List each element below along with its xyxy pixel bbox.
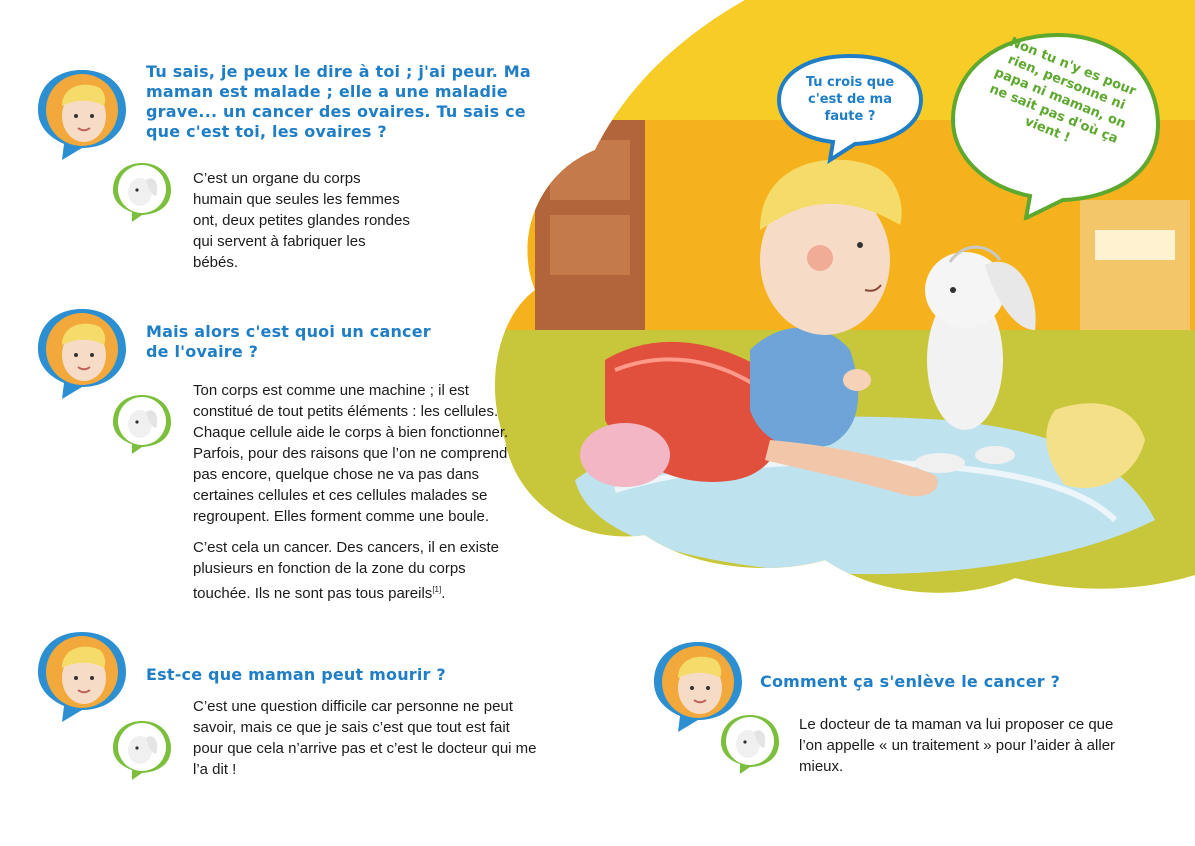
answer-paragraph: C’est cela un cancer. Des cancers, il en existe plusieurs en fonction de la zone du corps touchée. Ils ne sont pas tous pareils[1].	[193, 539, 499, 602]
answer-how-remove-cancer	[799, 714, 1129, 787]
rabbit-avatar-icon	[110, 392, 174, 456]
answer-ovaries	[193, 168, 413, 283]
question-ovarian-cancer: Mais alors c'est quoi un cancer de l'ovaire ?	[146, 322, 431, 361]
question-can-mom-die: Est-ce que maman peut mourir ?	[146, 665, 446, 684]
rabbit-avatar-icon	[718, 712, 782, 776]
answer-paragraph: Ton corps est comme une machine ; il est constitué de tout petits éléments : les cellules. Chaque cellule aide le corps à bien fonctionner. Parfois, pour des raisons que l’on ne comprend pas encore, quelque chose ne va pas dans certaines cellules et ces cellules malades se regroupent. Elles forment comme une boule.	[193, 382, 509, 525]
answer-ovarian-cancer	[193, 380, 513, 614]
boy-avatar-icon	[34, 66, 130, 162]
answer-paragraph: Le docteur de ta maman va lui proposer ce que l’on appelle « un traitement » pour l’aider à aller mieux.	[799, 716, 1116, 775]
question-how-remove-cancer: Comment ça s'enlève le cancer ?	[760, 672, 1061, 691]
boy-avatar-icon	[34, 305, 130, 401]
answer-paragraph: C’est une question difficile car personne ne peut savoir, mais ce que je sais c’est que tout est fait pour que cela n’arrive pas et c’est le docteur qui me l’a dit !	[193, 698, 537, 778]
footnote-ref: [1]	[432, 585, 442, 594]
rabbit-avatar-icon	[110, 718, 174, 782]
speech-text-green: Non tu n'y es pour rien, personne ni papa ni maman, on ne sait pas d'où ça vient !	[987, 34, 1139, 147]
speech-text-blue: Tu crois que c'est de ma faute ?	[805, 75, 895, 124]
answer-can-mom-die	[193, 696, 543, 790]
boy-avatar-icon	[34, 628, 130, 724]
answer-text: C’est cela un cancer. Des cancers, il en existe plusieurs en fonction de la zone du corps touchée. Ils ne sont pas tous pareils	[193, 539, 499, 602]
answer-paragraph: C’est un organe du corps humain que seules les femmes ont, deux petites glandes rondes qui servent à fabriquer les bébés.	[193, 170, 410, 271]
question-ovaries: Tu sais, je peux le dire à toi ; j'ai peur. Ma maman est malade ; elle a une maladie grave... un cancer des ovaires. Tu sais ce que c'est toi, les ovaires ?	[146, 62, 531, 141]
rabbit-avatar-icon	[110, 160, 174, 224]
